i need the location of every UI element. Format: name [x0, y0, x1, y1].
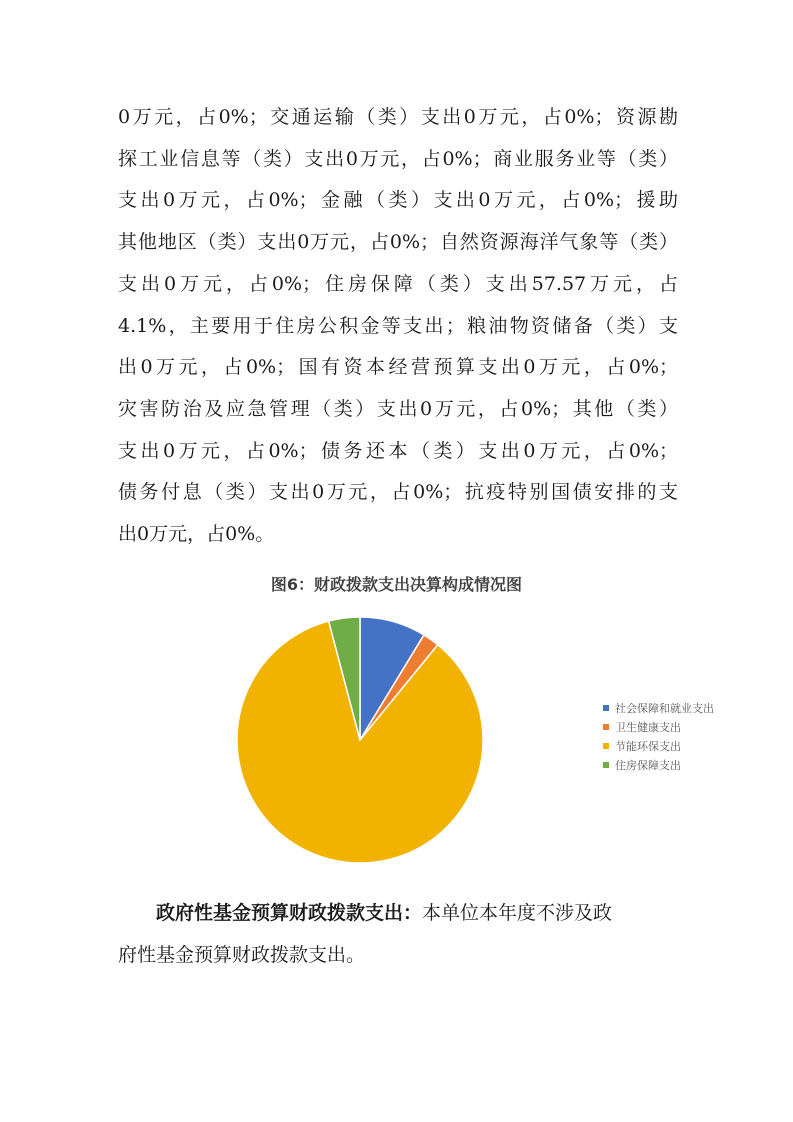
legend-swatch	[603, 724, 609, 730]
body-line: 支出0万元，占0%；债务还本（类）支出0万元，占0%；	[118, 439, 678, 462]
body-paragraph	[118, 97, 678, 556]
legend-label: 住房保障支出	[615, 758, 681, 772]
legend-swatch	[603, 743, 609, 749]
legend-swatch	[603, 705, 609, 711]
legend-swatch	[603, 762, 609, 768]
body-line: 出0万元，占0%；国有资本经营预算支出0万元，占0%；	[118, 356, 678, 379]
body-line: 支出0万元，占0%；住房保障（类）支出57.57万元，占	[118, 272, 678, 295]
body-line: 其他地区（类）支出0万元，占0%；自然资源海洋气象等（类）	[118, 231, 678, 254]
legend-item-2	[603, 736, 714, 755]
gov-fund-heading: 政府性基金预算财政拨款支出：	[156, 902, 423, 924]
gov-fund-text-1: 本单位本年度不涉及政	[422, 902, 613, 924]
legend-label: 社会保障和就业支出	[615, 701, 714, 715]
legend-label: 节能环保支出	[615, 739, 681, 753]
body-line: 灾害防治及应急管理（类）支出0万元，占0%；其他（类）	[118, 397, 678, 420]
legend-item-1	[603, 717, 714, 736]
gov-fund-text-2: 府性基金预算财政拨款支出。	[118, 943, 366, 966]
legend-item-3	[603, 755, 714, 774]
body-line: 探工业信息等（类）支出0万元，占0%；商业服务业等（类）	[118, 147, 678, 170]
pie-chart	[225, 605, 495, 875]
chart-legend	[603, 698, 714, 774]
body-line: 4.1%，主要用于住房公积金等支出；粮油物资储备（类）支	[118, 314, 678, 337]
legend-item-0	[603, 698, 714, 717]
body-line: 债务付息（类）支出0万元，占0%；抗疫特别国债安排的支	[118, 481, 678, 504]
legend-label: 卫生健康支出	[615, 720, 681, 734]
body-line: 支出0万元，占0%；金融（类）支出0万元，占0%；援助	[118, 189, 678, 212]
body-line: 出0万元，占0%。	[118, 523, 275, 546]
body-line: 0万元，占0%；交通运输（类）支出0万元，占0%；资源勘	[118, 106, 678, 128]
gov-fund-paragraph	[118, 893, 678, 976]
figure-title: 图6：财政拨款支出决算构成情况图	[270, 575, 523, 594]
